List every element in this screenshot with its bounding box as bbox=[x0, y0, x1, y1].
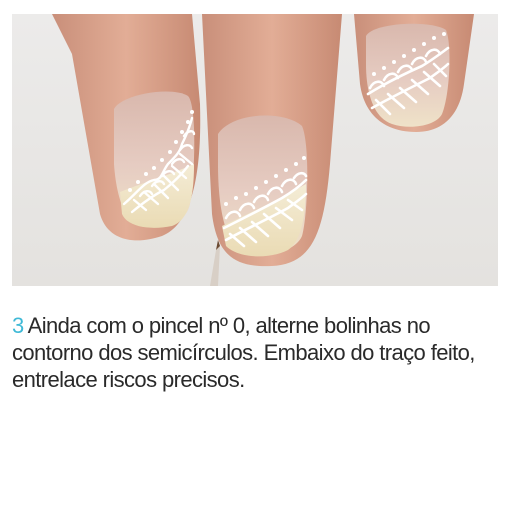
step-text: Ainda com o pincel nº 0, alterne bolinhas no contorno dos semicírculos. Embaixo do traço feito, entrelace riscos precisos. bbox=[12, 313, 475, 392]
step-caption bbox=[12, 312, 502, 393]
step-number: 3 bbox=[12, 313, 24, 338]
nail-art-photo bbox=[12, 14, 498, 286]
nail-art-photo-icon bbox=[12, 14, 498, 286]
